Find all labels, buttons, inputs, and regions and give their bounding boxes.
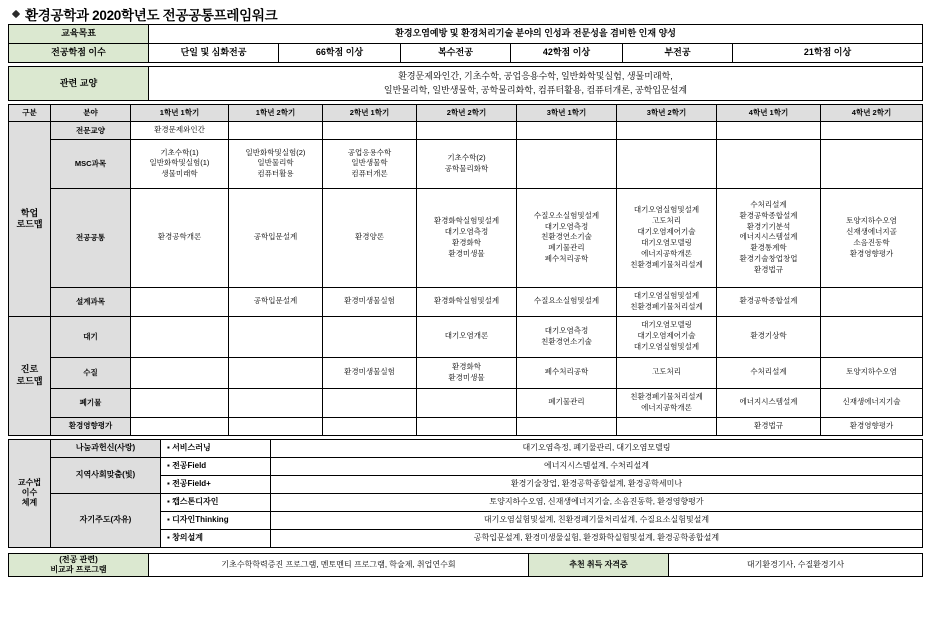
extracurricular-label-line2: 비교과 프로그램	[50, 564, 107, 574]
cell-4-6	[717, 316, 821, 357]
edu-system-table	[8, 439, 923, 548]
cell-3-5	[617, 287, 717, 316]
group-item-content-1-0: 에너지시스템설계, 수처리설계	[271, 457, 923, 475]
cell-text: 수질요소실험및설계	[533, 296, 600, 306]
cell-text: 수처리설계	[750, 367, 787, 377]
cell-3-1	[229, 287, 323, 316]
credit-name-0: 단일 및 심화전공	[149, 44, 279, 63]
group-item-bullet-2-2: ▪ 창의설계	[161, 529, 271, 547]
cell-6-3	[417, 388, 517, 417]
cell-text: 대기오염실험및설계 고도처리 대기오염제어기술 대기오염모델링 에너지공학개론 친환경폐기물처리설계	[630, 205, 703, 269]
gyoyang-table	[8, 66, 923, 101]
cell-2-5	[617, 188, 717, 287]
roadmap-header-row	[9, 105, 923, 122]
group-item-bullet-0-0: ▪ 서비스러닝	[161, 439, 271, 457]
bullet-text: 창의설계	[172, 533, 203, 542]
group-label-1: 지역사회맞춤(빛)	[51, 457, 161, 493]
gyoyang-line-2: 일반물리학, 일반생물학, 공학물리화학, 컴퓨터활용, 컴퓨터개론, 공학입문설계	[383, 84, 688, 95]
col-header-3: 1학년 2학기	[229, 105, 323, 122]
cell-3-7	[821, 287, 923, 316]
extracurricular-label	[9, 553, 149, 576]
cell-0-5	[617, 122, 717, 140]
goal-label: 교육목표	[9, 25, 149, 44]
cell-3-2	[323, 287, 417, 316]
cell-4-7	[821, 316, 923, 357]
col-header-1: 분야	[51, 105, 131, 122]
cell-0-7	[821, 122, 923, 140]
cell-text: 공학입문설계	[253, 296, 298, 306]
bullet-text: 전공Field	[172, 461, 207, 470]
page-title: 환경공학과 2020학년도 전공공통프레임워크	[25, 8, 278, 23]
cell-text: 대기오염실험및설계 친환경폐기물처리설계	[630, 290, 703, 311]
cell-text: 공업응용수학 일반생물학 컴퓨터개론	[347, 147, 392, 179]
table-row	[9, 417, 923, 435]
cell-text: 대기오염개론	[444, 331, 489, 341]
cell-text: 수처리설계 환경공학종합설계 환경기기분석 에너지시스템설계 환경통계학 환경기술창업창업 환경법규	[739, 199, 798, 275]
cell-text: 친환경폐기물처리설계 에너지공학개론	[630, 391, 703, 412]
cell-text: 환경영향평가	[849, 420, 894, 430]
cell-5-1	[229, 357, 323, 388]
group-item-bullet-2-0: ▪ 캡스톤디자인	[161, 493, 271, 511]
bullet-text: 캡스톤디자인	[172, 497, 219, 506]
table-row	[9, 67, 923, 101]
cell-1-6	[717, 139, 821, 188]
cell-text: 에너지시스템설계	[739, 397, 798, 407]
cell-text: 환경공학개론	[157, 232, 202, 242]
col-header-5: 2학년 2학기	[417, 105, 517, 122]
group-item-bullet-1-0: ▪ 전공Field	[161, 457, 271, 475]
gyoyang-label: 관련 교양	[9, 67, 149, 101]
row-label-5: 수질	[51, 357, 131, 388]
cell-7-4	[517, 417, 617, 435]
cert-list: 대기환경기사, 수질환경기사	[669, 553, 923, 576]
col-header-9: 4학년 2학기	[821, 105, 923, 122]
table-row	[9, 357, 923, 388]
cell-5-3	[417, 357, 517, 388]
goal-text: 환경오염예방 및 환경처리기술 분야의 인성과 전문성을 겸비한 인재 양성	[149, 25, 923, 44]
extracurricular-table	[8, 553, 923, 577]
cell-4-3	[417, 316, 517, 357]
page-title-row	[8, 4, 922, 24]
cell-text: 환경문제와인간	[154, 125, 205, 134]
cell-text: 기초수학(2) 공학물리화학	[444, 153, 489, 173]
table-row	[9, 188, 923, 287]
row-label-7: 환경영향평가	[51, 417, 131, 435]
row-label-4: 대기	[51, 316, 131, 357]
table-row	[9, 44, 923, 63]
table-row	[9, 316, 923, 357]
col-header-2: 1학년 1학기	[131, 105, 229, 122]
cell-2-2	[323, 188, 417, 287]
table-row	[9, 287, 923, 316]
cell-6-4	[517, 388, 617, 417]
cell-6-7	[821, 388, 923, 417]
section-academic: 학업 로드맵	[9, 122, 51, 317]
cell-7-1	[229, 417, 323, 435]
group-item-content-2-2: 공학입문설계, 환경미생물실험, 환경화학실험및설계, 환경공학종합설계	[271, 529, 923, 547]
roadmap-table	[8, 104, 923, 436]
cell-2-7	[821, 188, 923, 287]
col-header-7: 3학년 2학기	[617, 105, 717, 122]
col-header-4: 2학년 1학기	[323, 105, 417, 122]
group-item-content-2-0: 토양지하수오염, 신재생에너지기술, 소음진동학, 환경영향평가	[271, 493, 923, 511]
cell-6-2	[323, 388, 417, 417]
cert-label: 추천 취득 자격증	[529, 553, 669, 576]
group-item-bullet-1-1: ▪ 전공Field+	[161, 475, 271, 493]
bullet-text: 디자인Thinking	[172, 515, 229, 524]
bullet-text: 서비스러닝	[172, 443, 211, 452]
cell-text: 신재생에너지기술	[842, 397, 901, 407]
table-row	[9, 553, 923, 576]
cell-6-6	[717, 388, 821, 417]
cell-text: 환경미생물실험	[344, 367, 395, 377]
cell-4-0	[131, 316, 229, 357]
cell-text: 환경법규	[754, 420, 783, 430]
row-label-2: 전공공통	[51, 188, 131, 287]
credit-name-1: 복수전공	[401, 44, 511, 63]
cell-0-3	[417, 122, 517, 140]
cell-7-6	[717, 417, 821, 435]
cell-6-5	[617, 388, 717, 417]
cell-text: 일반화학및실험(2) 일반물리학 컴퓨터활용	[245, 147, 306, 179]
cell-5-6	[717, 357, 821, 388]
credit-name-2: 부전공	[623, 44, 733, 63]
bullet-icon	[12, 10, 21, 19]
cell-text: 폐수처리공학	[544, 367, 589, 377]
credit-value-2: 21학점 이상	[733, 44, 923, 63]
cell-1-4	[517, 139, 617, 188]
table-row	[9, 439, 923, 457]
cell-5-4	[517, 357, 617, 388]
cell-5-2	[323, 357, 417, 388]
cell-7-2	[323, 417, 417, 435]
cell-text: 대기오염모델링 대기오염제어기술 대기오염실험및설계	[633, 320, 700, 352]
goal-table	[8, 24, 923, 63]
cell-6-1	[229, 388, 323, 417]
table-row	[9, 457, 923, 475]
cell-2-4	[517, 188, 617, 287]
group-item-bullet-2-1: ▪ 디자인Thinking	[161, 511, 271, 529]
cell-4-5	[617, 316, 717, 357]
edu-system-label: 교수법 이수 체계	[9, 439, 51, 547]
group-label-0: 나눔과헌신(사랑)	[51, 439, 161, 457]
extracurricular-label-line1: (전공 관련)	[59, 554, 98, 564]
cell-0-6	[717, 122, 821, 140]
cell-text: 기초수학(1) 일반화학및실험(1) 생물미래학	[149, 147, 210, 179]
cell-text: 폐기물관리	[548, 397, 585, 407]
cell-text: 환경미생물실험	[344, 296, 395, 306]
credit-label: 전공학점 이수	[9, 44, 149, 63]
cell-2-3	[417, 188, 517, 287]
cell-2-6	[717, 188, 821, 287]
cell-text: 환경공학종합설계	[739, 296, 798, 306]
cell-3-3	[417, 287, 517, 316]
table-row	[9, 493, 923, 511]
cell-text: 환경화학실험및설계 대기오염측정 환경화학 환경미생물	[433, 216, 500, 258]
group-item-content-0-0: 대기오염측정, 폐기물관리, 대기오염모델링	[271, 439, 923, 457]
cell-text: 토양지하수오염 신재생에너지골 소음진동학 환경영향평가	[846, 216, 897, 258]
cell-text: 공학입문설계	[253, 232, 298, 242]
cell-text: 토양지하수오염	[846, 367, 897, 377]
cell-4-2	[323, 316, 417, 357]
cell-0-0	[131, 122, 229, 140]
cell-text: 대기오염측정 친환경연소기술	[541, 325, 592, 346]
table-row	[9, 25, 923, 44]
cell-6-0	[131, 388, 229, 417]
row-label-1: MSC과목	[51, 139, 131, 188]
cell-7-5	[617, 417, 717, 435]
cell-text: 고도처리	[652, 367, 681, 377]
group-label-2: 자기주도(자유)	[51, 493, 161, 547]
cell-text: 환경양론	[355, 232, 384, 242]
section-career: 진로 로드맵	[9, 316, 51, 435]
col-header-6: 3학년 1학기	[517, 105, 617, 122]
cell-5-5	[617, 357, 717, 388]
group-item-content-1-1: 환경기술창업, 환경공학종합설계, 환경공학세미나	[271, 475, 923, 493]
col-header-8: 4학년 1학기	[717, 105, 821, 122]
cell-2-1	[229, 188, 323, 287]
cell-1-1	[229, 139, 323, 188]
cell-1-3	[417, 139, 517, 188]
row-label-0: 전문교양	[51, 122, 131, 140]
table-row	[9, 388, 923, 417]
cell-3-0	[131, 287, 229, 316]
cell-3-4	[517, 287, 617, 316]
cell-4-1	[229, 316, 323, 357]
cell-text: 수질오소실험및설계 대기오염측정 친환경연소기술 폐기물관리 폐수처리공학	[533, 210, 600, 264]
group-item-content-2-1: 대기오염실험및설계, 친환경폐기물처리설계, 수질요소실험및설계	[271, 511, 923, 529]
bullet-text: 전공Field+	[172, 479, 211, 488]
gyoyang-content	[149, 67, 923, 101]
gyoyang-line-1: 환경문제와인간, 기초수학, 공업응용수학, 일반화학및실험, 생물미래학,	[398, 71, 673, 81]
cell-0-2	[323, 122, 417, 140]
table-row	[9, 139, 923, 188]
cell-1-0	[131, 139, 229, 188]
cell-4-4	[517, 316, 617, 357]
cell-5-0	[131, 357, 229, 388]
cell-3-6	[717, 287, 821, 316]
credit-value-1: 42학점 이상	[511, 44, 623, 63]
cell-0-1	[229, 122, 323, 140]
cell-7-0	[131, 417, 229, 435]
table-row	[9, 122, 923, 140]
cell-1-5	[617, 139, 717, 188]
credit-value-0: 66학점 이상	[279, 44, 401, 63]
cell-1-2	[323, 139, 417, 188]
extracurricular-programs: 기초수학학력증진 프로그램, 멘토멘티 프로그램, 학술제, 취업연수회	[149, 553, 529, 576]
cell-7-3	[417, 417, 517, 435]
cell-text: 환경화학실험및설계	[433, 296, 500, 306]
row-label-6: 폐기물	[51, 388, 131, 417]
cell-5-7	[821, 357, 923, 388]
cell-0-4	[517, 122, 617, 140]
cell-7-7	[821, 417, 923, 435]
cell-2-0	[131, 188, 229, 287]
col-header-0: 구분	[9, 105, 51, 122]
cell-1-7	[821, 139, 923, 188]
row-label-3: 설계과목	[51, 287, 131, 316]
cell-text: 환경기상학	[750, 331, 787, 341]
cell-text: 환경화학 환경미생물	[448, 361, 485, 382]
